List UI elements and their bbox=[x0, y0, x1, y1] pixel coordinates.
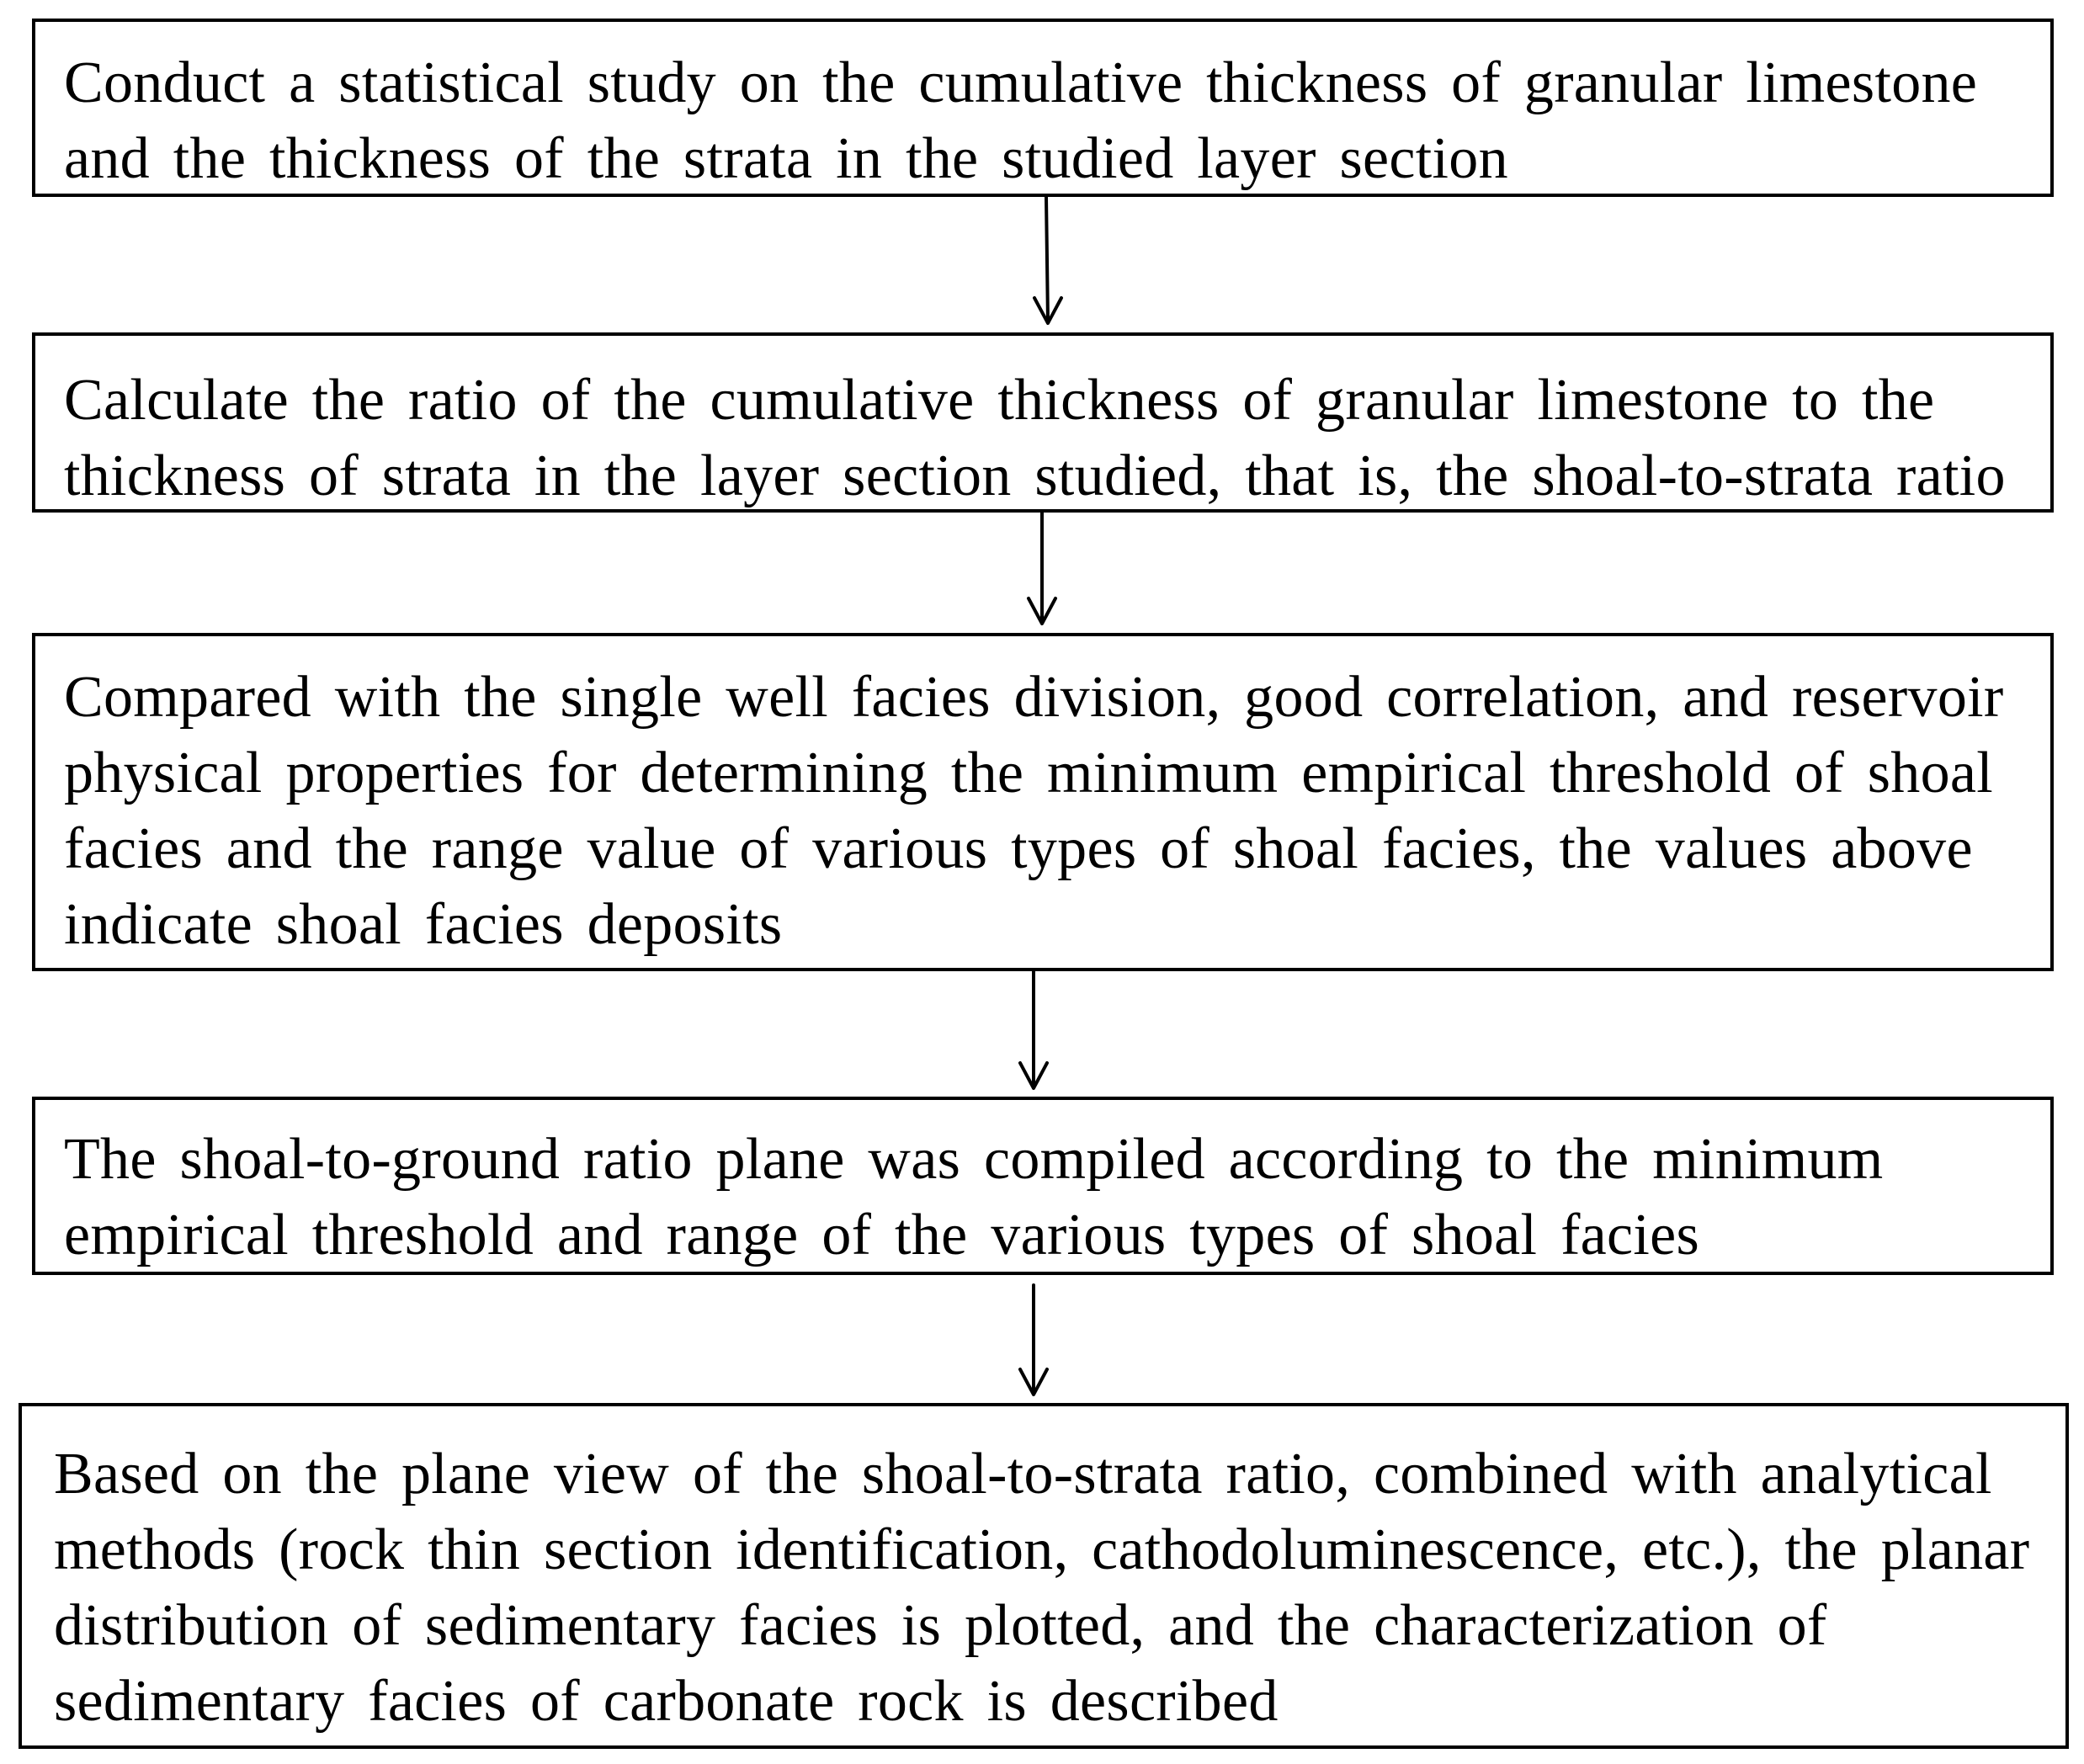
flow-step-2 bbox=[32, 332, 2054, 513]
flow-arrow-4-to-5 bbox=[1020, 1285, 1047, 1395]
flow-step-3 bbox=[32, 633, 2054, 971]
flow-arrow-1-to-2 bbox=[1034, 197, 1061, 323]
flow-step-4-text: The shoal-to-ground ratio plane was compiled according to the minimum empirical threshold and range of the various types of shoal facies bbox=[64, 1127, 1884, 1267]
flow-step-4 bbox=[32, 1097, 2054, 1275]
flow-step-1-text: Conduct a statistical study on the cumulative thickness of granular limestone and the thickness of the strata in the studied layer section bbox=[64, 50, 1978, 191]
flow-arrow-3-to-4 bbox=[1020, 971, 1047, 1088]
flow-step-5 bbox=[19, 1403, 2069, 1749]
flow-step-5-text: Based on the plane view of the shoal-to-strata ratio, combined with analytical methods (rock thin section identification, cathodoluminescence, etc.), the planar distribution of sedimentary facies is plotted, and the characterization of sedimentary facies of carbonate rock is described bbox=[54, 1442, 2030, 1734]
flow-arrow-2-to-3 bbox=[1029, 513, 1055, 624]
flow-step-2-text: Calculate the ratio of the cumulative thickness of granular limestone to the thickness of strata in the layer section studied, that is, the shoal-to-strata ratio bbox=[64, 368, 2006, 508]
flow-step-1 bbox=[32, 19, 2054, 197]
flow-step-3-text: Compared with the single well facies division, good correlation, and reservoir physical properties for determining the minimum empirical threshold of shoal facies and the range value of various types of shoal facies, the values above indicate shoal facies deposits bbox=[64, 665, 2004, 957]
